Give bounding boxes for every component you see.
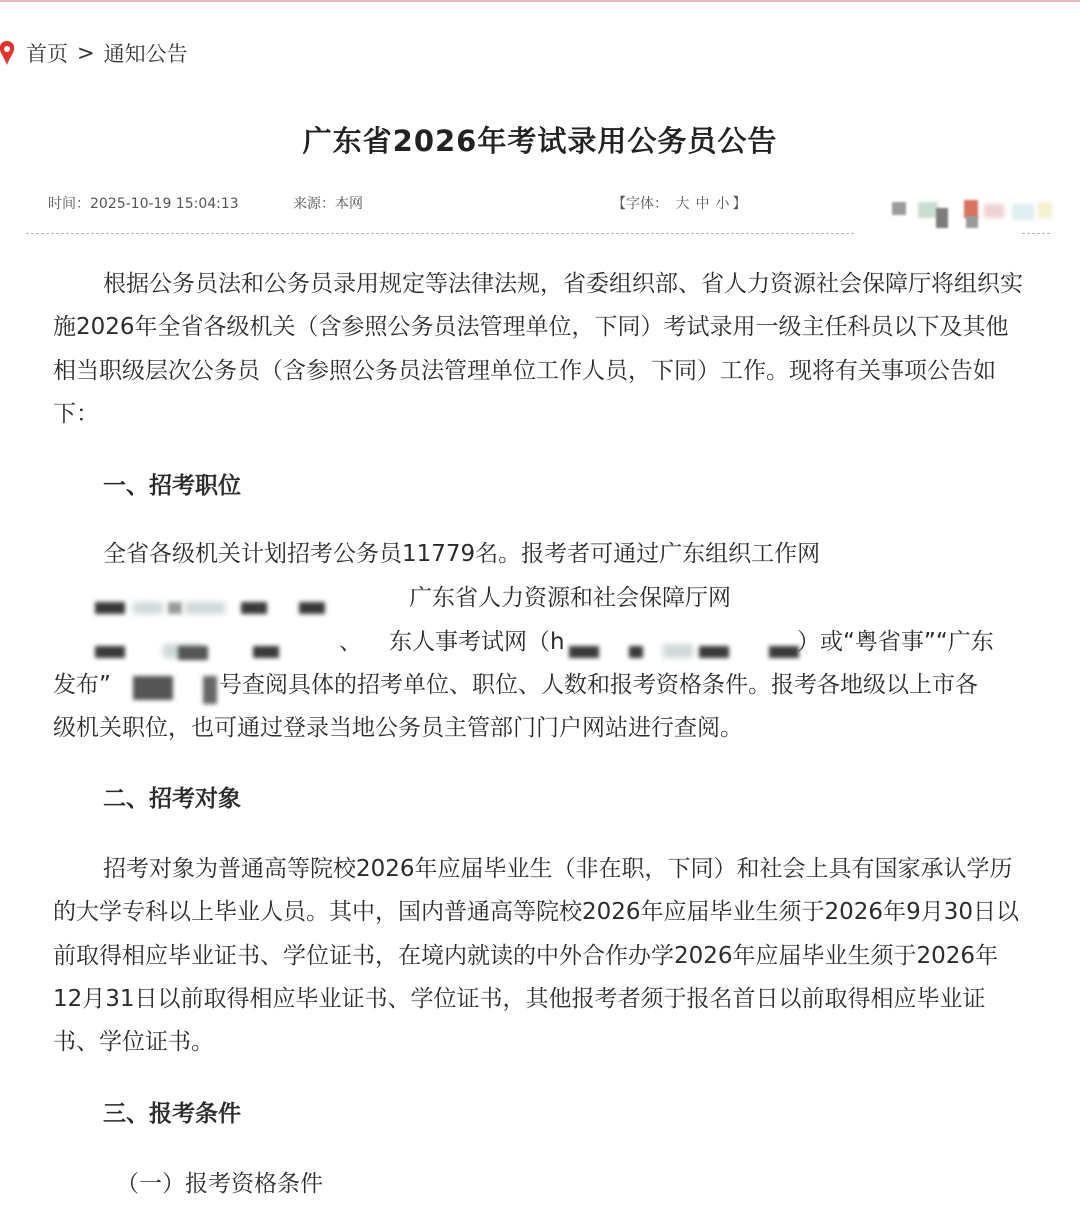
intro-paragraph: 根据公务员法和公务员录用规定等法律法规，省委组织部、省人力资源社会保障厅将组织实施2026年全省各级机关（含参照公务员法管理单位，下同）考试录用一级主任科员以下及其他相当职级层次公务员（含参照公务员法管理单位工作人员，下同）工作。现将有关事项公告如下： xyxy=(53,271,1023,427)
redacted-links xyxy=(53,576,1033,706)
font-open: 【字体： xyxy=(612,196,668,212)
publish-time xyxy=(48,193,239,213)
breadcrumb xyxy=(0,36,188,70)
positions-line-1: 全省各级机关计划招考公务员11779名。报考者可通过广东组织工作网 xyxy=(103,541,821,567)
top-rule xyxy=(0,0,1080,2)
source-value: 本网 xyxy=(335,196,363,212)
publish-fragment: 发布” xyxy=(53,672,111,698)
meta-divider-tail xyxy=(1022,233,1050,234)
font-size-switcher xyxy=(612,193,746,213)
breadcrumb-home-link[interactable]: 首页 xyxy=(26,42,68,66)
font-close: 】 xyxy=(732,196,747,212)
meta-divider xyxy=(26,233,854,234)
section-heading-targets: 二、招考对象 xyxy=(103,786,241,812)
font-size-small-button[interactable]: 小 xyxy=(715,196,730,212)
time-label: 时间： xyxy=(48,196,90,212)
exam-site-fragment: 东人事考试网（h xyxy=(389,629,565,655)
exam-site-fragment-sep: 、 xyxy=(339,629,362,655)
time-value: 2025-10-19 15:04:13 xyxy=(90,196,239,212)
positions-last-line: 级机关职位，也可通过登录当地公务员主管部门门户网站进行查阅。 xyxy=(53,715,743,741)
lookup-fragment: 号查阅具体的招考单位、职位、人数和报考资格条件。报考各地级以上市各 xyxy=(219,672,978,698)
breadcrumb-current-link[interactable]: 通知公告 xyxy=(103,42,188,66)
location-pin-icon xyxy=(0,41,14,65)
article-source xyxy=(293,193,363,213)
breadcrumb-separator: > xyxy=(77,41,95,65)
font-size-medium-button[interactable]: 中 xyxy=(695,196,710,212)
section-heading-positions: 一、招考职位 xyxy=(103,473,241,499)
section-heading-conditions: 三、报考条件 xyxy=(103,1101,241,1127)
subsection-heading-eligibility: （一）报考资格条件 xyxy=(116,1171,323,1197)
font-size-large-button[interactable]: 大 xyxy=(675,196,690,212)
source-label: 来源： xyxy=(293,196,335,212)
share-icons[interactable] xyxy=(892,200,1052,230)
app-channel-fragment: ）或“粤省事”“广东 xyxy=(797,629,994,655)
targets-paragraph: 招考对象为普通高等院校2026年应届毕业生（非在职，下同）和社会上具有国家承认学历的大学专科以上毕业人员。其中，国内普通高等院校2026年应届毕业生须于2026年9月30日以前取得相应毕业证书、学位证书，在境内就读的中外合作办学2026年应届毕业生须于2026年12月31日以前取得相应毕业证书、学位证书，其他报考者须于报名首日以前取得相应毕业证书、学位证书。 xyxy=(53,856,1019,1056)
hrss-site-fragment: 广东省人力资源和社会保障厅网 xyxy=(409,585,731,611)
article-title: 广东省2026年考试录用公务员公告 xyxy=(302,124,778,159)
